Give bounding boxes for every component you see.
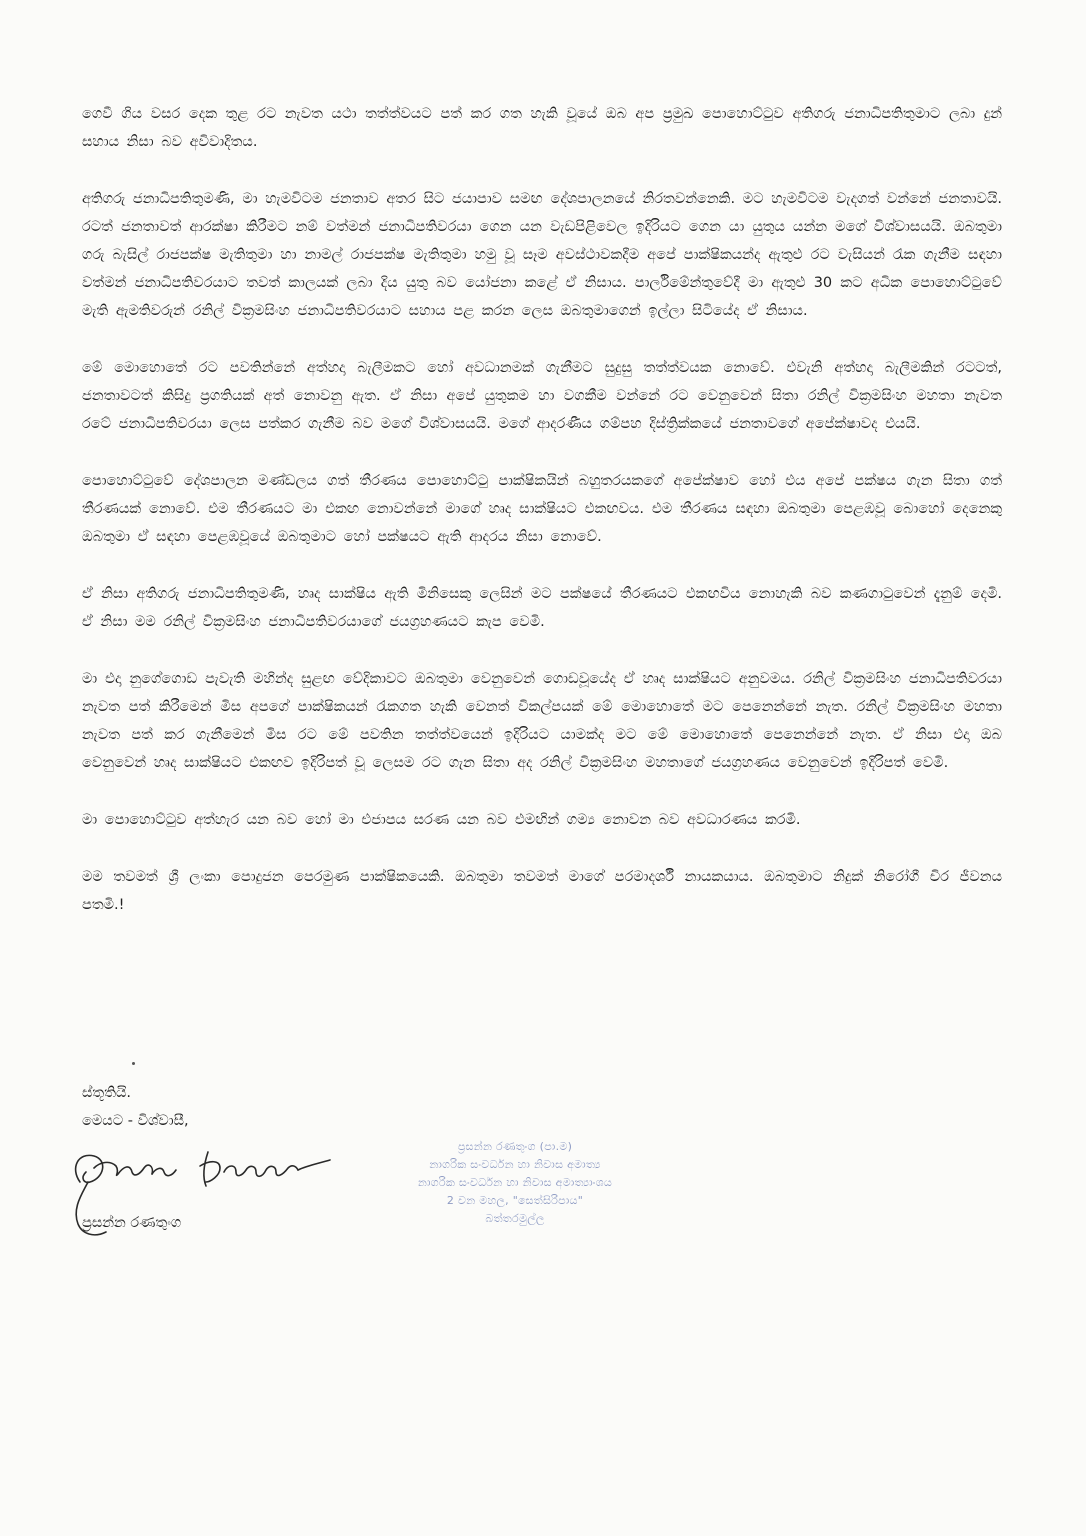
- letter-paragraph: මම තවමත් ශ්‍රී ලංකා පොදුජන පෙරමුණ පාක්ෂිකයෙකි. ඔබතුමා තවමත් මාගේ පරමාදර්ශී නායකයාය. ඔබතුමාට නිදුක් නිරෝගී චිර ජීවනය පතමි.!: [82, 869, 1002, 913]
- letter-paragraph: මේ මොහොතේ රට පවතින්නේ අත්හදා බැලීමකට හෝ අවධානමක් ගැනීමට සුදුසු තත්ත්වයක නොවේ. එවැනි අත්හදා බැලීමකින් රටටත්, ජනතාවටත් කිසිදු ප්‍රගතියක් අත් නොවනු ඇත. ඒ නිසා අපේ යුතුකම හා වගකීම වන්නේ රට වෙනුවෙන් සිතා රනිල් වික්‍රමසිංහ මහතා නැවත රටේ ජනාධිපතිවරයා ලෙස පත්කර ගැනීම බව මගේ විශ්වාසයයි. මගේ ආදරණීය ගම්පහ දිස්ත්‍රික්කයේ ජනතාවගේ අපේක්ෂාවද එයයි.: [82, 360, 1002, 432]
- stamp-line: 2 වන මහල, "සෙත්සිරිපාය": [446, 1194, 584, 1207]
- letter-paragraph: ගෙවී ගිය වසර දෙක තුළ රට නැවත යථා තත්ත්වයට පත් කර ගත හැකි වූයේ ඔබ අප ප්‍රමුඛ පොහොට්ටුව අතිගරු ජනාධිපතිතුමාට ලබා දුන් සහාය නිසා බව අවිවාදිතය.: [82, 106, 1002, 150]
- letter-paragraph: ඒ නිසා අතිගරු ජනාධිපතිතුමණි, හෘද සාක්ෂිය ඇති මිනිසෙකු ලෙසින් මට පක්ෂයේ තීරණයට එකඟවිය නොහැකි බව කණගාටුවෙන් දැනුම් දෙමි. ඒ නිසා මම රනිල් වික්‍රමසිංහ ජනාධිපතිවරයාගේ ජයග්‍රහණයට කැප වෙමි.: [82, 586, 1002, 630]
- stamp-line: නාගරික සංවර්ධන හා නිවාස අමාත්‍ය: [429, 1158, 601, 1171]
- closing-thanks: ස්තූතියි.: [82, 1085, 132, 1101]
- stamp-line: ප්‍රසන්න රණතුංග (පා.ම): [457, 1140, 573, 1153]
- letter-closing: [82, 1079, 189, 1135]
- letter-paragraph: මා පොහොට්ටුව අත්හැර යන බව හෝ මා එජාපය සරණ යන බව එමඟින් ගම්‍ය නොවන බව අවධාරණය කරමි.: [82, 812, 801, 828]
- ink-dot: [132, 1062, 135, 1065]
- stamp-line: බත්තරමුල්ල: [485, 1212, 545, 1225]
- signer-name: ප්‍රසන්න රණතුංග: [82, 1215, 182, 1231]
- letter-paragraph: පොහොට්ටුවේ දේශපාලන මණ්ඩලය ගත් තීරණය පොහොට්ටු පාක්ෂිකයින් බහුතරයකගේ අපේක්ෂාව හෝ එය අපේ පක්ෂය ගැන සිතා ගත් තීරණයක් නොවේ. එම තීරණයට මා එකඟ නොවන්නේ මාගේ හෘද සාක්ෂියට එකඟවය. එම තීරණය සඳහා ඔබතුමා පෙළඹවූ බොහෝ දෙනෙකු ඔබතුමා ඒ සඳහා පෙළඹවූයේ ඔබතුමාට හෝ පක්ෂයට ඇති ආදරය නිසා නොවේ.: [82, 473, 1002, 545]
- official-stamp: [340, 1138, 690, 1228]
- stamp-line: නාගරික සංවර්ධන හා නිවාස අමාත්‍යාංශය: [417, 1176, 613, 1189]
- letter-paragraph: මා එදා නුගේගොඩ පැවැති මහින්ද සුළඟ වේදිකාවට ඔබතුමා වෙනුවෙන් ගොඩවූයේද ඒ හෘද සාක්ෂියට අනුවමය. රනිල් වික්‍රමසිංහ ජනාධිපතිවරයා නැවත පත් කිරීමෙන් මිස අපගේ පාක්ෂිකයන් රැකගත හැකි වෙනත් විකල්පයක් මේ මොහොතේ මට පෙනෙන්නේ නැත. රනිල් වික්‍රමසිංහ මහතා නැවත පත් කර ගැනීමෙන් මිස රට මේ පවතින තත්ත්වයෙන් ඉදිරියට යාමක්ද මට මේ මොහොතේ පෙනෙන්නේ නැත. ඒ නිසා එදා ඔබ වෙනුවෙන් හෘද සාක්ෂියට එකඟව ඉදිරිපත් වූ ලෙසම රට ගැන සිතා අද රනිල් වික්‍රමසිංහ මහතාගේ ජයග්‍රහණය වෙනුවෙන් ඉදිරිපත් වෙමි.: [82, 671, 1002, 771]
- closing-sign-off: මෙයට - විශ්වාසී,: [82, 1113, 189, 1129]
- letter-paragraph: අතිගරු ජනාධිපතිතුමණි, මා හැමවිටම ජනතාව අතර සිට ජයාපාව සමඟ දේශපාලනයේ නිරතවන්නෙකි. මට හැමවිටම වැදගත් වන්නේ ජනතාවයි. රටත් ජනතාවත් ආරක්ෂා කිරීමට නම් වත්මන් ජනාධිපතිවරයා ගෙන යන වැඩපිළිවෙල ඉදිරියට ගෙන යා යුතුය යන්න මගේ විශ්වාසයයි. ඔබතුමා ගරු බැසිල් රාජපක්ෂ මැතිතුමා හා නාමල් රාජපක්ෂ මැතිතුමා හමු වූ සෑම අවස්ථාවකදීම අපේ පාක්ෂිකයන්ද ඇතුළු රට වැසියන් රැක ගැනීම සඳහා වත්මන් ජනාධිපතිවරයාට තවත් කාලයක් ලබා දිය යුතු බව යෝජනා කළේ ඒ නිසාය. පාර්ලිමේන්තුවේදී මා ඇතුළු 30 කට අධික පොහොට්ටුවේ මැති ඇමතිවරුන් රනිල් වික්‍රමසිංහ ජනාධිපතිවරයාට සහාය පළ කරන ලෙස ඔබතුමාගෙන් ඉල්ලා සිටියේද ඒ නිසාය.: [82, 191, 1002, 319]
- letter-body: [82, 100, 1002, 919]
